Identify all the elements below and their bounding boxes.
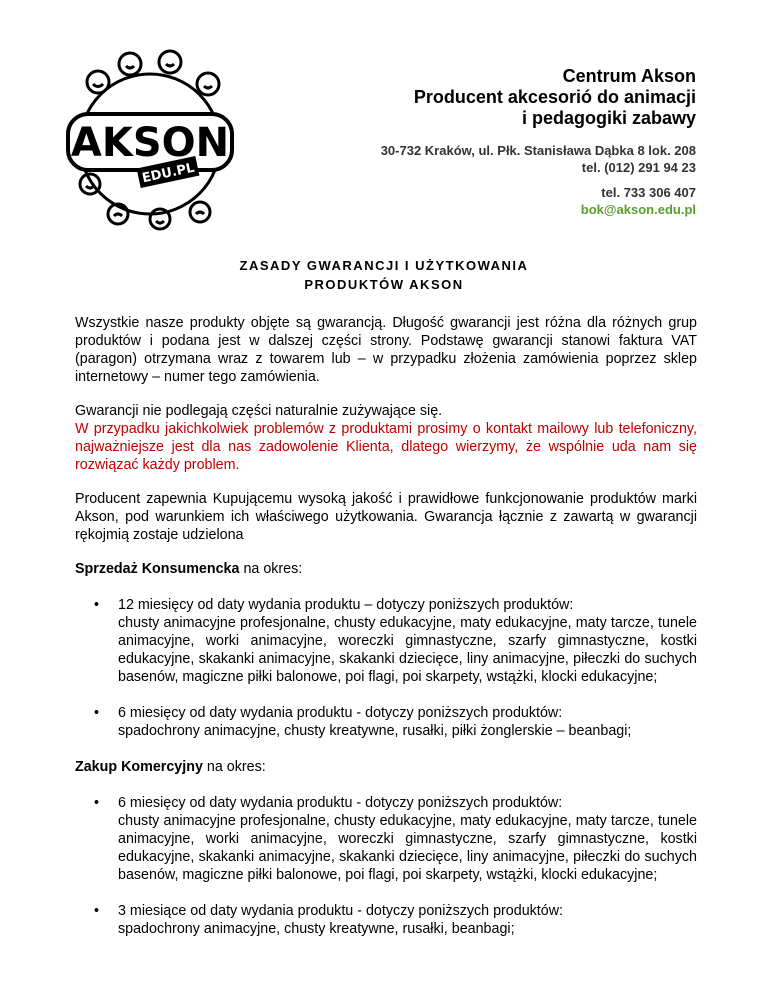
wear-paragraph: Gwarancji nie podlegają części naturalnie zużywające się. [75, 403, 443, 419]
list-item-body: chusty animacyjne profesjonalne, chusty edukacyjne, maty edukacyjne, maty tarcze, tunele animacyjne, worki animacyjne, woreczki gimnastyczne, szarfy gimnastyczne, kostki edukacyjne, skakanki animacyjne, skakanki dziecięce, liny animacyjne, piłeczki do suchych basenów, magiczne piłki balonowe, poi flagi, poi skarpety, wstążki, klocki edukacyjne; [118, 813, 697, 883]
kid-face-icon [197, 73, 219, 95]
bullet-icon: • [94, 903, 100, 919]
section-heading-rest: na okres: [239, 561, 303, 577]
list-item-head: 6 miesięcy od daty wydania produktu - dotyczy poniższych produktów: [118, 705, 563, 721]
email-link[interactable]: bok@akson.edu.pl [580, 202, 696, 217]
list-item-body: spadochrony animacyjne, chusty kreatywne, rusałki, beanbagi; [118, 921, 515, 937]
page-title [0, 256, 768, 294]
company-line: Centrum Akson [562, 66, 696, 86]
section-heading-rest: na okres: [202, 759, 266, 775]
kid-face-icon [159, 51, 181, 73]
list-item-head: 3 miesiące od daty wydania produktu - dotyczy poniższych produktów: [118, 903, 564, 919]
warranty-list [75, 794, 697, 938]
mobile-phone: tel. 733 306 407 [601, 185, 696, 200]
list-item-head: 6 miesięcy od daty wydania produktu - dotyczy poniższych produktów: [118, 795, 563, 811]
bullet-icon: • [94, 795, 100, 811]
bullet-icon: • [94, 597, 100, 613]
document-body [75, 314, 697, 938]
quality-paragraph: Producent zapewnia Kupującemu wysoką jakość i prawidłowe funkcjonowanie produktów marki Akson, pod warunkiem ich właściwego użytkowania. Gwarancja łącznie z zawartą w gwarancji rękojmią zostaje udzielona [75, 491, 697, 543]
akson-logo-graphic [60, 44, 240, 234]
company-address [381, 142, 696, 176]
company-name [414, 66, 696, 129]
warranty-list [75, 596, 697, 740]
section-heading-bold: Sprzedaż Konsumencka [75, 561, 240, 577]
list-item [75, 902, 697, 938]
kid-face-icon [80, 174, 100, 194]
list-item-head: 12 miesięcy od daty wydania produktu – dotyczy poniższych produktów: [118, 597, 574, 613]
address-line: 30-732 Kraków, ul. Płk. Stanisława Dąbka 8 lok. 208 [380, 143, 696, 158]
kid-face-icon [87, 71, 109, 93]
list-item-body: chusty animacyjne profesjonalne, chusty edukacyjne, maty edukacyjne, maty tarcze, tunele animacyjne, worki animacyjne, woreczki gimnastyczne, szarfy gimnastyczne, kostki edukacyjne, skakanki animacyjne, skakanki dziecięce, liny animacyjne, piłeczki do suchych basenów, magiczne piłki balonowe, poi flagi, poi skarpety, wstążki, klocki edukacyjne; [118, 615, 697, 685]
bullet-icon: • [94, 705, 100, 721]
section-heading [75, 560, 697, 578]
list-item [75, 596, 697, 686]
section-heading [75, 758, 697, 776]
list-item-body: spadochrony animacyjne, chusty kreatywne, rusałki, piłki żonglerskie – beanbagi; [118, 723, 632, 739]
problems-paragraph: W przypadku jakichkolwiek problemów z produktami prosimy o kontakt mailowy lub telefoniczny, najważniejsze jest dla nas zadowolenie Klienta, dlatego wierzymy, że wspólnie uda nam się rozwiązać każdy problem. [75, 421, 697, 473]
company-line: i pedagogiki zabawy [521, 108, 696, 128]
company-contact [581, 184, 696, 218]
akson-logo [60, 44, 240, 234]
kid-face-icon [119, 53, 141, 75]
phone-line: tel. (012) 291 94 23 [581, 160, 696, 175]
company-line: Producent akcesorió do animacji [413, 87, 696, 107]
title-line: PRODUKTÓW AKSON [304, 277, 464, 292]
list-item [75, 794, 697, 884]
section-heading-bold: Zakup Komercyjny [75, 759, 203, 775]
logo-text: AKSON [70, 120, 230, 166]
list-item [75, 704, 697, 740]
logo-subtext: EDU.PL [140, 160, 196, 187]
title-line: ZASADY GWARANCJI I UŻYTKOWANIA [239, 258, 529, 273]
intro-paragraph: Wszystkie nasze produkty objęte są gwarancją. Długość gwarancji jest różna dla różnych grup produktów i podana jest w dalszej części strony. Podstawę gwarancji stanowi faktura VAT (paragon) otrzymana wraz z towarem lub – w przypadku złożenia zamówienia poprzez sklep internetowy – numer tego zamówienia. [75, 315, 697, 385]
